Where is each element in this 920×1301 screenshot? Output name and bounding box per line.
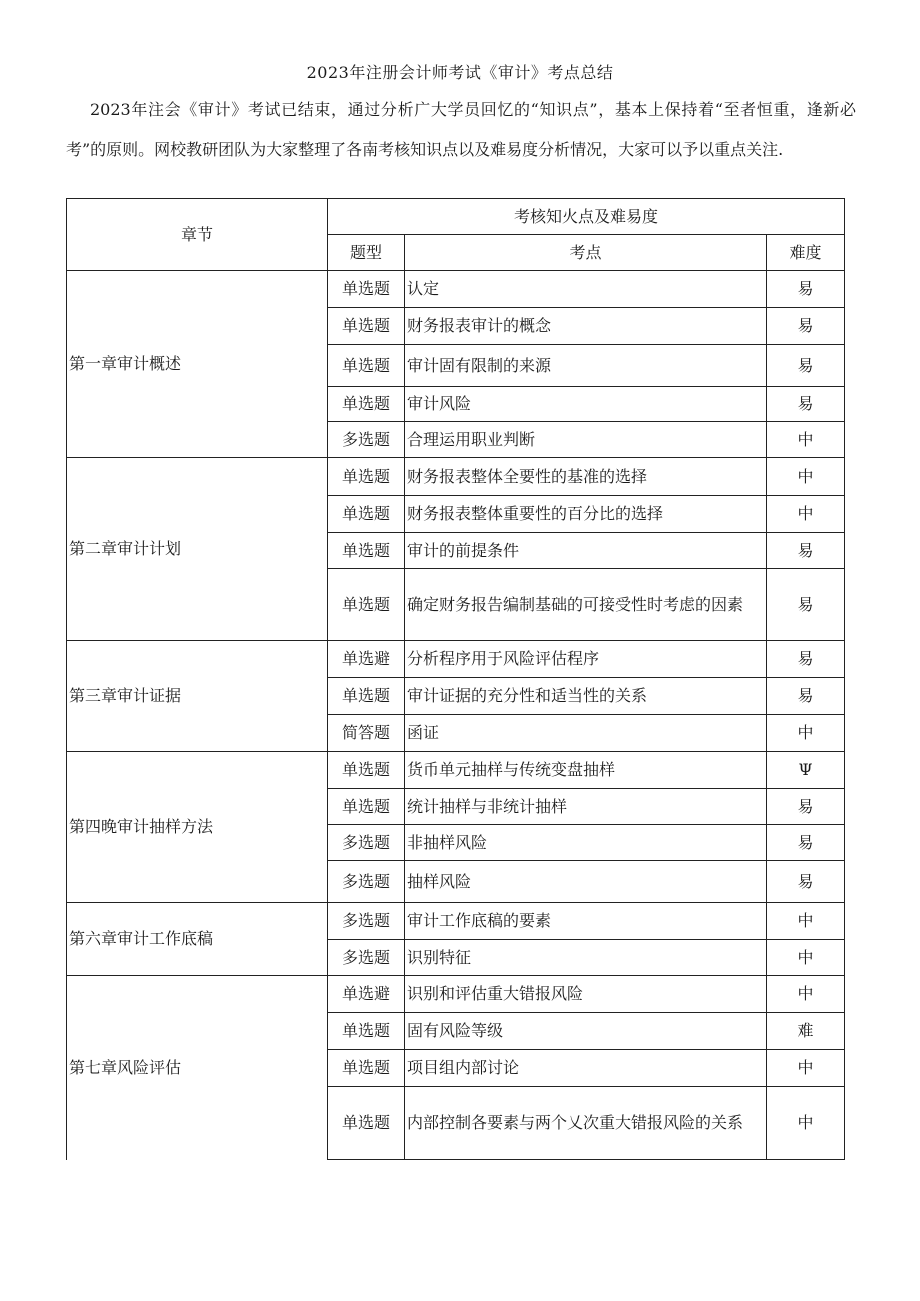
header-point: 考点 (405, 235, 767, 271)
document-title: 2023年注册会计师考试《审计》考点总结 (306, 63, 614, 82)
difficulty: 中 (767, 458, 845, 496)
question-type: 多选题 (328, 903, 405, 940)
difficulty: 易 (767, 387, 845, 422)
exam-point: 函证 (405, 715, 767, 752)
exam-point: 识别和评估重大错报风险 (405, 976, 767, 1013)
difficulty: 难 (767, 1013, 845, 1050)
difficulty: 易 (767, 789, 845, 825)
question-type: 单选题 (328, 308, 405, 345)
difficulty: 易 (767, 308, 845, 345)
difficulty: 中 (767, 422, 845, 458)
difficulty: 中 (767, 1050, 845, 1087)
table-header-row (67, 199, 845, 235)
difficulty: 易 (767, 345, 845, 387)
exam-point: 分析程序用于风险评估程序 (405, 641, 767, 678)
question-type: 多选题 (328, 940, 405, 976)
question-type: 单选题 (328, 789, 405, 825)
exam-point: 内部控制各要素与两个乂次重大错报风险的关系 (405, 1087, 767, 1160)
header-group: 考核知火点及难易度 (328, 199, 845, 235)
question-type: 单选题 (328, 678, 405, 715)
exam-point: 财务报表审计的概念 (405, 308, 767, 345)
difficulty: 易 (767, 641, 845, 678)
question-type: 单选避 (328, 976, 405, 1013)
table-row (67, 752, 845, 789)
question-type: 多选题 (328, 861, 405, 903)
exam-point: 审计证据的充分性和适当性的关系 (405, 678, 767, 715)
table-row (67, 976, 845, 1013)
exam-point: 认定 (405, 271, 767, 308)
difficulty: 中 (767, 940, 845, 976)
question-type: 单选题 (328, 1013, 405, 1050)
difficulty: 易 (767, 678, 845, 715)
table-row (67, 903, 845, 940)
exam-point: 审计的前提条件 (405, 533, 767, 569)
exam-point: 非抽样风险 (405, 825, 767, 861)
exam-point: 审计工作底稿的要素 (405, 903, 767, 940)
difficulty: 易 (767, 569, 845, 641)
table-row (67, 641, 845, 678)
difficulty: 中 (767, 976, 845, 1013)
question-type: 单选题 (328, 752, 405, 789)
exam-point: 货币单元抽样与传统变盘抽样 (405, 752, 767, 789)
exam-point: 合理运用职业判断 (405, 422, 767, 458)
table-row (67, 458, 845, 496)
question-type: 单选题 (328, 496, 405, 533)
exam-point: 财务报表整体全要性的基准的选择 (405, 458, 767, 496)
header-chapter: 章节 (67, 199, 328, 271)
question-type: 单选题 (328, 533, 405, 569)
chapter-name: 第一章审计概述 (67, 271, 328, 458)
difficulty: 中 (767, 1087, 845, 1160)
difficulty: 易 (767, 825, 845, 861)
chapter-name: 第四晚审计抽样方法 (67, 752, 328, 903)
chapter-name: 第七章风险评估 (67, 976, 328, 1160)
difficulty: 中 (767, 903, 845, 940)
question-type: 多选题 (328, 422, 405, 458)
exam-point: 项目组内部讨论 (405, 1050, 767, 1087)
question-type: 单选题 (328, 1087, 405, 1160)
exam-point: 财务报表整体重要性的百分比的选择 (405, 496, 767, 533)
question-type: 单选题 (328, 345, 405, 387)
difficulty: 易 (767, 861, 845, 903)
intro-paragraph: 2023年注会《审计》考试已结束，通过分析广大学员回忆的“知识点”，基本上保持着“至者恒重，逢新必考”的原则。网校教研团队为大家整理了各南考核知识点以及难易度分析情况，大家可以予以重点关注. (66, 100, 856, 159)
exam-points-table (66, 198, 845, 1160)
question-type: 单选题 (328, 569, 405, 641)
question-type: 单选题 (328, 271, 405, 308)
question-type: 单选避 (328, 641, 405, 678)
difficulty: Ψ (767, 752, 845, 789)
chapter-name: 第三章审计证据 (67, 641, 328, 752)
difficulty: 中 (767, 715, 845, 752)
exam-point: 审计固有限制的来源 (405, 345, 767, 387)
exam-point: 识别特征 (405, 940, 767, 976)
chapter-name: 第二章审计计划 (67, 458, 328, 641)
exam-point: 固有风险等级 (405, 1013, 767, 1050)
exam-point: 审计风险 (405, 387, 767, 422)
question-type: 单选题 (328, 1050, 405, 1087)
exam-point: 统计抽样与非统计抽样 (405, 789, 767, 825)
difficulty: 易 (767, 533, 845, 569)
question-type: 简答题 (328, 715, 405, 752)
table-row (67, 271, 845, 308)
difficulty: 中 (767, 496, 845, 533)
exam-point: 确定财务报告编制基础的可接受性时考虑的因素 (405, 569, 767, 641)
header-difficulty: 难度 (767, 235, 845, 271)
chapter-name: 第六章审计工作底稿 (67, 903, 328, 976)
question-type: 多选题 (328, 825, 405, 861)
exam-point: 抽样风险 (405, 861, 767, 903)
header-type: 题型 (328, 235, 405, 271)
difficulty: 易 (767, 271, 845, 308)
question-type: 单选题 (328, 387, 405, 422)
question-type: 单选题 (328, 458, 405, 496)
